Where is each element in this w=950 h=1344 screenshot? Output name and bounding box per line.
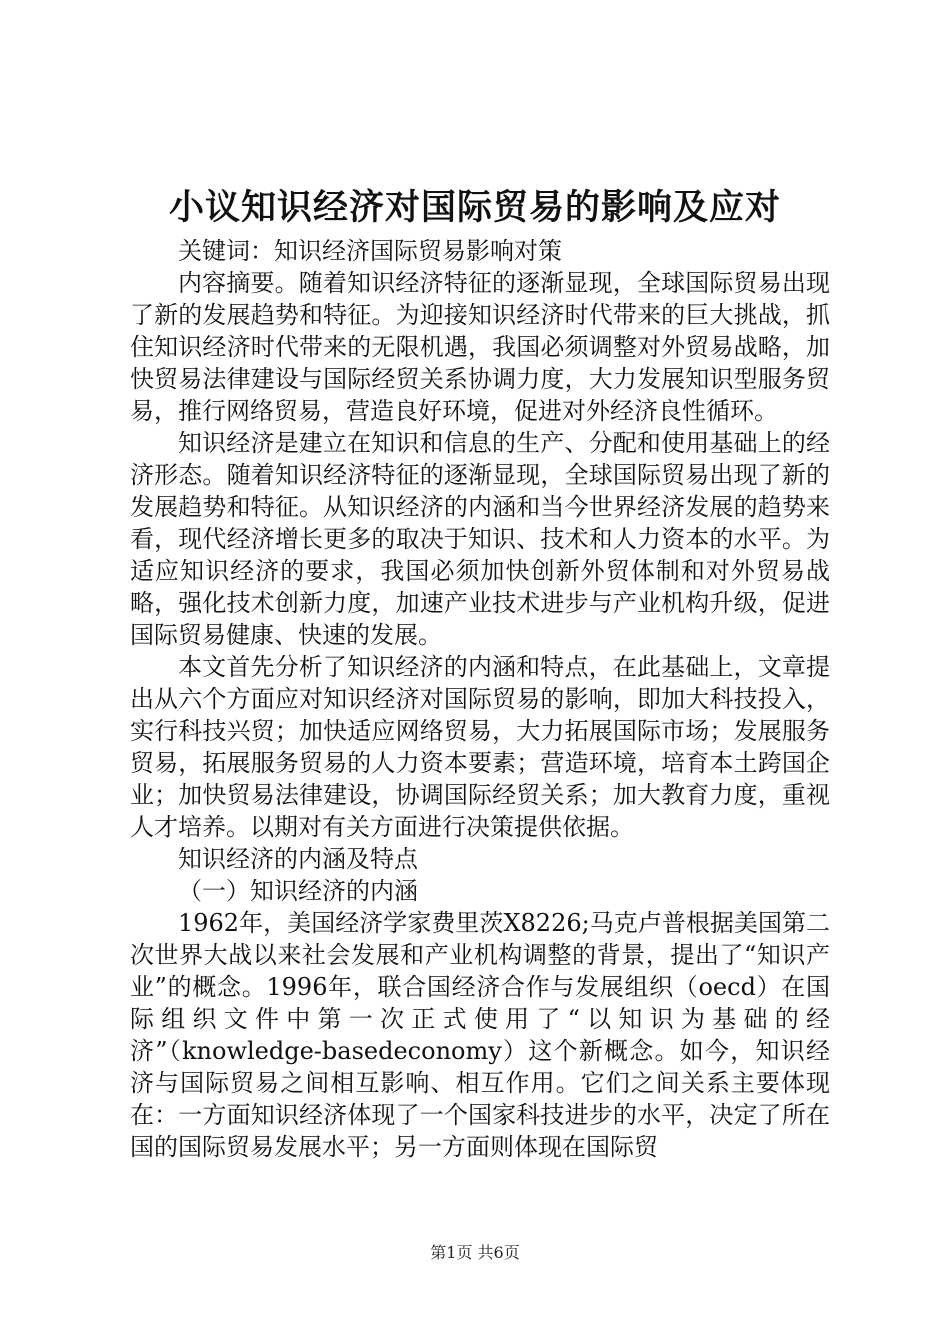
body-paragraph: 1962年，美国经济学家费里茨X8226;马克卢普根据美国第二次世界大战以来社会发展和产业机构调整的背景，提出了“知识产业”的概念。1996年，联合国经济合作与发展组织（oecd）在国际组织文件中第一次正式使用了“以知识为基础的经济”（knowledge-basedeconomy）这个新概念。如今，知识经济与国际贸易之间相互影响、相互作用。它们之间关系主要体现在：一方面知识经济体现了一个国家科技进步的水平，决定了所在国的国际贸易发展水平；另一方面则体现在国际贸 — [130, 909, 830, 1161]
document-title: 小议知识经济对国际贸易的影响及应对 — [168, 187, 781, 228]
page-footer: 第1页 共6页 — [430, 1243, 520, 1262]
body-paragraph: 知识经济是建立在知识和信息的生产、分配和使用基础上的经济形态。随着知识经济特征的逐渐显现，全球国际贸易出现了新的发展趋势和特征。从知识经济的内涵和当今世界经济发展的趋势来看，现代经济增长更多的取决于知识、技术和人力资本的水平。为适应知识经济的要求，我国必须加快创新外贸体制和对外贸易战略，强化技术创新力度，加速产业技术进步与产业机构升级，促进国际贸易健康、快速的发展。 — [130, 429, 830, 649]
keywords-paragraph: 关键词：知识经济国际贸易影响对策 — [178, 237, 562, 265]
subsection-heading: （一）知识经济的内涵 — [178, 877, 418, 905]
document-body — [130, 235, 830, 1163]
body-paragraph: 本文首先分析了知识经济的内涵和特点，在此基础上，文章提出从六个方面应对知识经济对国际贸易的影响，即加大科技投入，实行科技兴贸；加快适应网络贸易，大力拓展国际市场；发展服务贸易，拓展服务贸易的人力资本要素；营造环境，培育本土跨国企业；加快贸易法律建设，协调国际经贸关系；加大教育力度，重视人才培养。以期对有关方面进行决策提供依据。 — [130, 653, 830, 841]
section-heading: 知识经济的内涵及特点 — [178, 845, 418, 873]
abstract-paragraph: 内容摘要。随着知识经济特征的逐渐显现，全球国际贸易出现了新的发展趋势和特征。为迎接知识经济时代带来的巨大挑战，抓住知识经济时代带来的无限机遇，我国必须调整对外贸易战略，加快贸易法律建设与国际经贸关系协调力度，大力发展知识型服务贸易，推行网络贸易，营造良好环境，促进对外经济良性循环。 — [130, 269, 830, 425]
